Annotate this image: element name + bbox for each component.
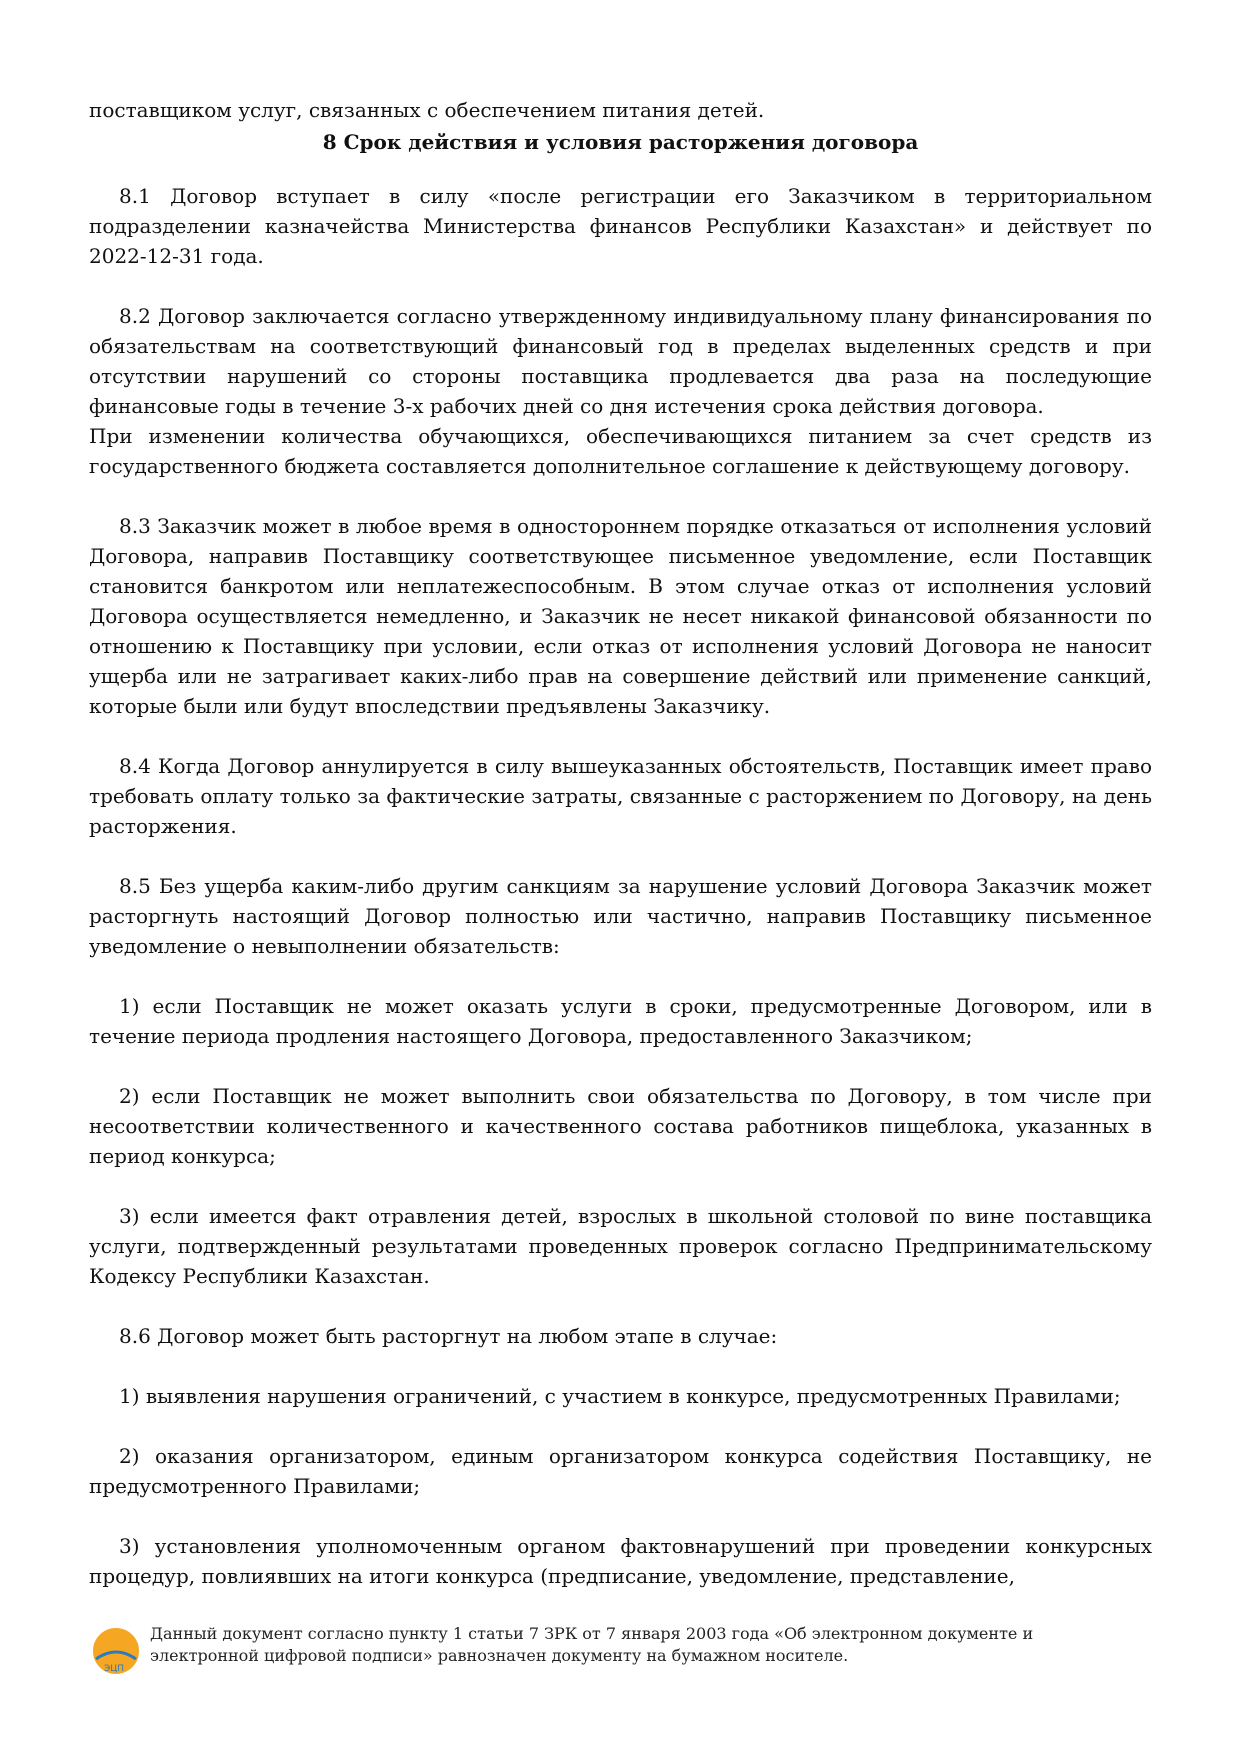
- clause-8-2-main: 8.2 Договор заключается согласно утвержденному индивидуальному плану финансирования по обязательствам на соответствующий финансовый год в пределах выделенных средств и при отсутствии нарушений со стороны поставщика продлевается два раза на последующие финансовые годы в течение 3-х рабочих дней со дня истечения срока действия договора.: [89, 304, 1152, 418]
- clause-8-5: 8.5 Без ущерба каким-либо другим санкциям за нарушение условий Договора Заказчик может расторгнуть настоящий Договор полностью или частично, направив Поставщику письменное уведомление о невыполнении обязательств:: [89, 874, 1152, 958]
- clause-8-5-item-2: 2) если Поставщик не может выполнить свои обязательства по Договору, в том числе при несоответствии количественного и качественного состава работников пищеблока, указанных в период конкурса;: [89, 1084, 1152, 1168]
- clause-8-5-item-3: 3) если имеется факт отравления детей, взрослых в школьной столовой по вине поставщика услуги, подтвержденный результатами проведенных проверок согласно Предпринимательскому Кодексу Республики Казахстан.: [89, 1204, 1152, 1288]
- footer-line-1: Данный документ согласно пункту 1 статьи 7 ЗРК от 7 января 2003 года «Об электронном документе и: [150, 1624, 1034, 1643]
- clause-8-4: 8.4 Когда Договор аннулируется в силу вышеуказанных обстоятельств, Поставщик имеет право требовать оплату только за фактические затраты, связанные с расторжением по Договору, на день расторжения.: [89, 754, 1152, 838]
- digital-signature-logo-icon: [90, 1625, 142, 1677]
- clause-8-3: 8.3 Заказчик может в любое время в одностороннем порядке отказаться от исполнения условий Договора, направив Поставщику соответствующее письменное уведомление, если Поставщик становится банкротом или неплатежеспособным. В этом случае отказ от исполнения условий Договора осуществляется немедленно, и Заказчик не несет никакой финансовой обязанности по отношению к Поставщику при условии, если отказ от исполнения условий Договора не наносит ущерба или не затрагивает каких-либо прав на совершение действий или применение санкций, которые были или будут впоследствии предъявлены Заказчику.: [89, 514, 1152, 718]
- footer-line-2: электронной цифровой подписи» равнозначен документу на бумажном носителе.: [150, 1646, 849, 1665]
- section-title: 8 Срок действия и условия расторжения договора: [322, 130, 919, 154]
- logo-text: ЭЦП: [104, 1664, 125, 1674]
- clause-8-2: [89, 301, 1152, 481]
- continuation-line: поставщиком услуг, связанных с обеспечением питания детей.: [89, 98, 765, 122]
- clause-8-6-item-1: 1) выявления нарушения ограничений, с участием в конкурсе, предусмотренных Правилами;: [119, 1384, 1121, 1408]
- clause-8-6-item-2: 2) оказания организатором, единым организатором конкурса содействия Поставщику, не предусмотренного Правилами;: [89, 1444, 1152, 1498]
- clause-8-5-item-1: 1) если Поставщик не может оказать услуги в сроки, предусмотренные Договором, или в течение периода продления настоящего Договора, предоставленного Заказчиком;: [89, 994, 1152, 1048]
- clause-8-2-addendum: При изменении количества обучающихся, обеспечивающихся питанием за счет средств из государственного бюджета составляется дополнительное соглашение к действующему договору.: [89, 424, 1152, 478]
- footer-legal-notice: [90, 1621, 1153, 1681]
- document-page: [89, 95, 1152, 1621]
- footer-text: [150, 1623, 1150, 1667]
- clause-8-6-item-3: 3) установления уполномоченным органом фактовнарушений при проведении конкурсных процедур, повлиявших на итоги конкурса (предписание, уведомление, представление,: [89, 1534, 1152, 1588]
- clause-8-6: 8.6 Договор может быть расторгнут на любом этапе в случае:: [119, 1324, 778, 1348]
- clause-8-1: 8.1 Договор вступает в силу «после регистрации его Заказчиком в территориальном подразделении казначейства Министерства финансов Республики Казахстан» и действует по 2022-12-31 года.: [89, 184, 1152, 268]
